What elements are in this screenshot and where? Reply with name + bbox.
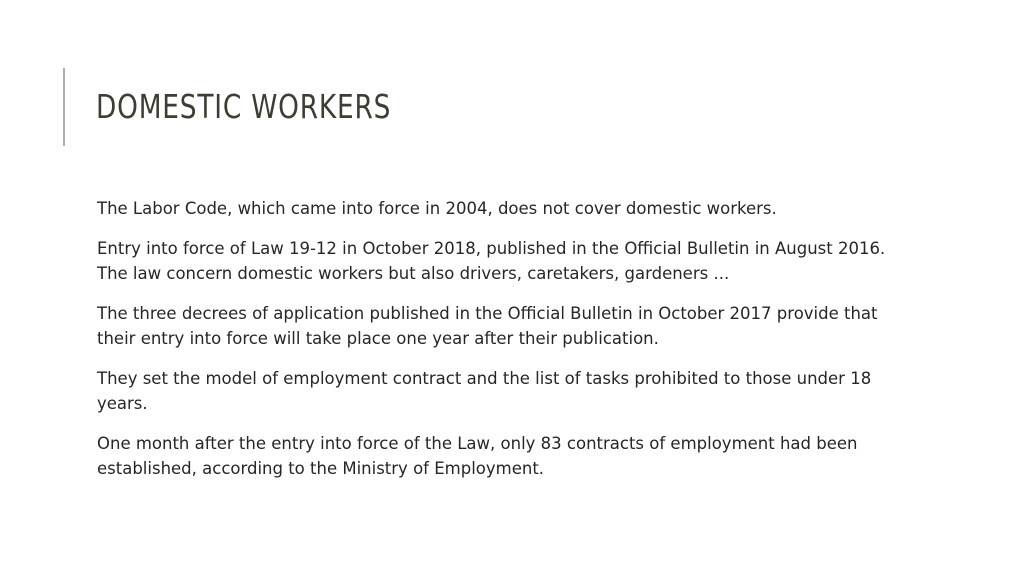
slide-body bbox=[97, 196, 897, 496]
paragraph: One month after the entry into force of the Law, only 83 contracts of employment had been established, according to the Ministry of Employment. bbox=[97, 433, 858, 478]
paragraph: Entry into force of Law 19-12 in October 2018, published in the Official Bulletin in August 2016. The law concern domestic workers but also drivers, caretakers, gardeners ... bbox=[97, 238, 886, 283]
paragraph: The three decrees of application published in the Official Bulletin in October 2017 provide that their entry into force will take place one year after their publication. bbox=[97, 303, 878, 348]
paragraph: The Labor Code, which came into force in 2004, does not cover domestic workers. bbox=[97, 199, 777, 218]
slide-title: DOMESTIC WORKERS bbox=[96, 87, 392, 126]
paragraph: They set the model of employment contract and the list of tasks prohibited to those under 18 years. bbox=[97, 368, 872, 413]
title-accent-line bbox=[63, 68, 65, 146]
